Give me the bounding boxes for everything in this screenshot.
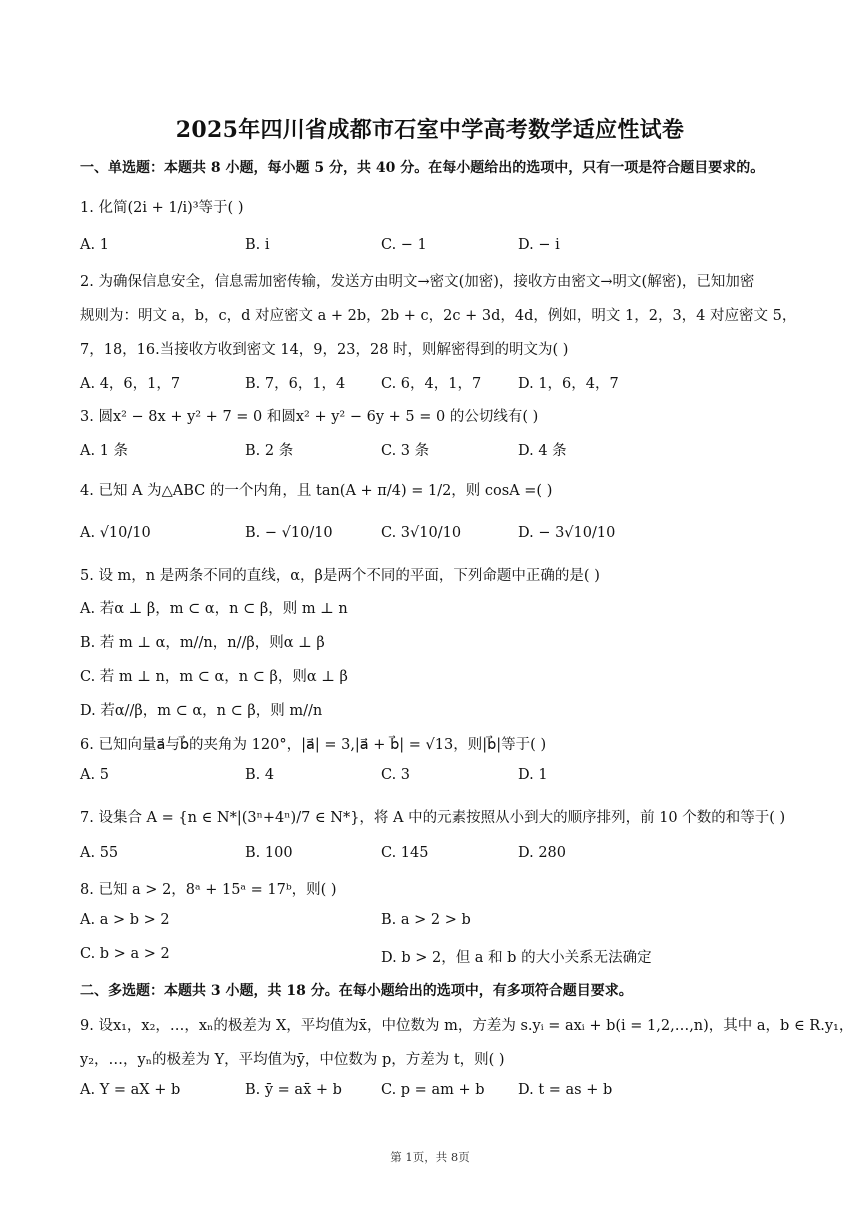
question-2-option-b: B. 7，6，1，4 (245, 376, 346, 392)
question-3-option-b: B. 2 条 (245, 443, 294, 459)
question-5-stem: 5. 设 m，n 是两条不同的直线，α，β是两个不同的平面，下列命题中正确的是( ) (80, 568, 600, 584)
question-1-option-a: A. 1 (80, 237, 109, 253)
page-title: 2025年四川省成都市石室中学高考数学适应性试卷 (175, 117, 685, 143)
question-1-option-c: C. − 1 (381, 237, 427, 253)
question-3-option-c: C. 3 条 (381, 443, 430, 459)
page-footer: 第 1页，共 8页 (390, 1150, 470, 1164)
question-9-stem-line-2: y₂，…，yₙ的极差为 Y，平均值为ȳ，中位数为 p，方差为 t，则( ) (80, 1052, 505, 1068)
question-3-option-a: A. 1 条 (80, 443, 129, 459)
question-9-option-c: C. p = am + b (381, 1082, 485, 1098)
question-6-option-b: B. 4 (245, 767, 275, 783)
question-7-option-b: B. 100 (245, 845, 293, 861)
question-4-stem: 4. 已知 A 为△ABC 的一个内角，且 tan(A + π/4) = 1/2，则 cosA =( ) (80, 483, 553, 499)
question-5-option-d: D. 若α//β，m ⊂ α，n ⊂ β，则 m//n (80, 703, 323, 719)
question-2-option-d: D. 1，6，4，7 (518, 376, 619, 392)
question-2-stem-line-1: 2. 为确保信息安全，信息需加密传输，发送方由明文→密文(加密)，接收方由密文→明文(解密)，已知加密 (80, 274, 755, 290)
question-7-option-c: C. 145 (381, 845, 429, 861)
question-8-option-c: C. b > a > 2 (80, 946, 170, 962)
question-8-option-d: D. b > 2，但 a 和 b 的大小关系无法确定 (381, 950, 652, 966)
question-4-option-a: A. √10/10 (80, 525, 151, 541)
question-2-option-a: A. 4，6，1，7 (80, 376, 181, 392)
question-1-option-d: D. − i (518, 237, 560, 253)
question-8-option-b: B. a > 2 > b (381, 912, 471, 928)
question-9-option-b: B. ȳ = ax̄ + b (245, 1082, 342, 1098)
question-7-option-d: D. 280 (518, 845, 567, 861)
question-8-stem: 8. 已知 a > 2，8ᵃ + 15ᵃ = 17ᵇ，则( ) (80, 882, 337, 898)
question-6-stem: 6. 已知向量a⃗与b⃗的夹角为 120°，|a⃗| = 3,|a⃗ + b⃗| = √13，则|b⃗|等于( ) (80, 737, 547, 753)
question-4-option-b: B. − √10/10 (245, 525, 333, 541)
question-4-option-d: D. − 3√10/10 (518, 525, 616, 541)
section-single-choice-heading: 一、单选题：本题共 8 小题，每小题 5 分，共 40 分。在每小题给出的选项中，只有一项是符合题目要求的。 (80, 160, 765, 176)
question-6-option-c: C. 3 (381, 767, 411, 783)
section-multiple-choice-heading: 二、多选题：本题共 3 小题，共 18 分。在每小题给出的选项中，有多项符合题目要求。 (80, 983, 633, 999)
question-5-option-b: B. 若 m ⊥ α，m//n，n//β，则α ⊥ β (80, 635, 325, 651)
question-7-option-a: A. 55 (80, 845, 119, 861)
question-9-option-a: A. Y = aX + b (80, 1082, 181, 1098)
question-5-option-c: C. 若 m ⊥ n，m ⊂ α，n ⊂ β，则α ⊥ β (80, 669, 348, 685)
question-6-option-d: D. 1 (518, 767, 548, 783)
question-9-stem-line-1: 9. 设x₁，x₂，…，xₙ的极差为 X，平均值为x̄，中位数为 m，方差为 s.yᵢ = axᵢ + b(i = 1,2,…,n)，其中 a，b ∈ R.y₁， (80, 1018, 854, 1034)
question-3-option-d: D. 4 条 (518, 443, 567, 459)
question-1-stem: 1. 化简(2i + 1/i)³等于( ) (80, 200, 244, 216)
question-2-stem-line-2: 规则为：明文 a，b，c，d 对应密文 a + 2b，2b + c，2c + 3d，4d，例如，明文 1，2，3，4 对应密文 5， (80, 308, 797, 324)
question-3-stem: 3. 圆x² − 8x + y² + 7 = 0 和圆x² + y² − 6y + 5 = 0 的公切线有( ) (80, 409, 539, 425)
question-1-option-b: B. i (245, 237, 270, 253)
question-2-stem-line-3: 7，18，16.当接收方收到密文 14，9，23，28 时，则解密得到的明文为( ) (80, 342, 569, 358)
question-8-option-a: A. a > b > 2 (80, 912, 170, 928)
question-5-option-a: A. 若α ⊥ β，m ⊂ α，n ⊂ β，则 m ⊥ n (80, 601, 348, 617)
question-9-option-d: D. t = as + b (518, 1082, 613, 1098)
question-2-option-c: C. 6，4，1，7 (381, 376, 482, 392)
question-7-stem: 7. 设集合 A = {n ∈ N*|(3ⁿ+4ⁿ)/7 ∈ N*}，将 A 中的元素按照从小到大的顺序排列，前 10 个数的和等于( ) (80, 810, 786, 826)
question-4-option-c: C. 3√10/10 (381, 525, 462, 541)
question-6-option-a: A. 5 (80, 767, 109, 783)
